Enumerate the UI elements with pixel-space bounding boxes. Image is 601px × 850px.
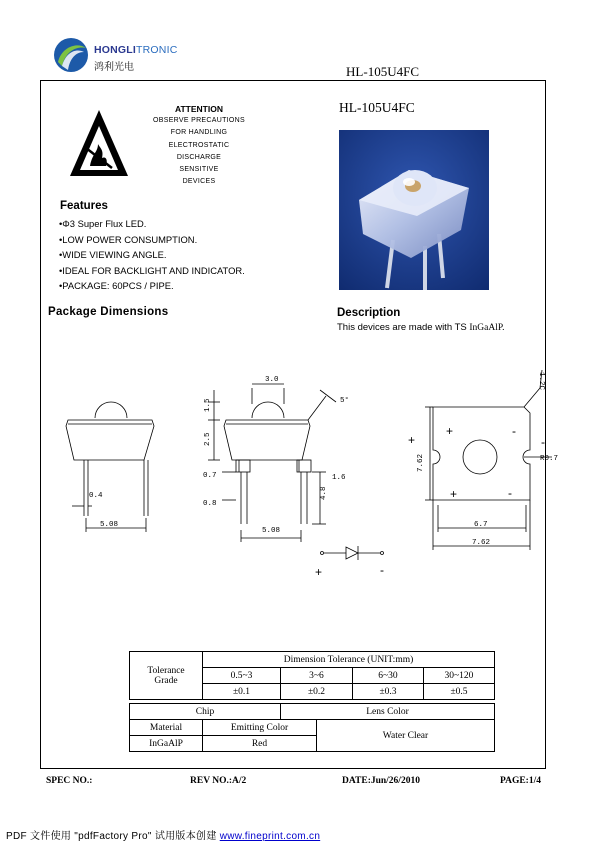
description-text: This devices are made with TS InGaAlP. [337,322,505,333]
feature-item: •WIDE VIEWING ANGLE. [59,249,167,261]
side-view-left [66,402,154,532]
page-number: PAGE:1/4 [500,776,541,786]
dim-lead-08: 0.8 [203,500,217,508]
chip-color: Red [203,736,317,752]
tolerance-cell: ±0.3 [353,684,424,700]
dim-top-width: 3.0 [265,376,279,384]
pdf-watermark-note: PDF 文件使用 "pdfFactory Pro" 试用版本创建 www.fineprint.com.cn [6,831,321,842]
dim-lead-48: 4.8 [320,486,328,500]
spec-number: SPEC NO.: [46,776,93,786]
range-cell: 3~6 [281,668,353,684]
material-header: Material [130,720,203,736]
dim-pitch-left: 5.08 [100,521,119,529]
diode-symbol [321,546,384,560]
features-list [59,216,245,294]
range-cell: 30~120 [424,668,495,684]
dim-side-height: 7.62 [417,453,425,472]
diode-plus: + [315,565,323,579]
tolerance-cell: ±0.5 [424,684,495,700]
feature-item: •IDEAL FOR BACKLIGHT AND INDICATOR. [59,264,245,276]
chip-material: InGaAlP [130,736,203,752]
attention-line: FOR HANDLING [170,129,228,137]
dim-body-height: 2.5 [204,432,212,446]
dim-angle: 5° [340,397,350,405]
attention-line: ELECTROSTATIC [168,141,230,149]
photo-part-number: HL-105U4FC [339,100,415,115]
dim-lead-16: 1.6 [332,474,346,482]
diode-minus: - [380,563,384,577]
attention-title: ATTENTION [174,104,223,114]
brand-name-chinese: 鸿利光电 [94,62,134,73]
feature-item: •Φ3 Super Flux LED. [59,218,147,229]
dim-lead-width: 0.4 [89,492,103,500]
range-cell: 0.5~3 [203,668,281,684]
features-title: Features [60,200,108,212]
table-header: Dimension Tolerance (UNIT:mm) [203,652,495,668]
attention-line: DISCHARGE [176,153,222,161]
tolerance-label: Tolerance Grade [130,652,203,700]
attention-line: OBSERVE PRECAUTIONS [153,117,245,125]
package-dimensions-title: Package Dimensions [48,306,169,318]
product-photo [339,130,489,290]
tolerance-cell: ±0.1 [203,684,281,700]
chip-header: Chip [130,704,281,720]
tolerance-table [129,651,495,752]
dim-radius: R0.7 [540,455,559,463]
attention-line: DEVICES [182,178,216,186]
header-part-number: HL-105U4FC [346,64,419,79]
dim-pitch-middle: 5.08 [262,527,281,535]
lens-color-value: Water Clear [317,720,495,752]
polarity-plus: + [450,487,458,501]
dim-chamfer: 1.2C [537,372,545,391]
brand-name: HONGLITRONIC [94,44,178,56]
fineprint-link[interactable]: www.fineprint.com.cn [219,831,321,842]
attention-block [148,103,250,188]
top-view [425,370,552,550]
polarity-minus: - [512,424,516,438]
range-cell: 6~30 [353,668,424,684]
dim-outer-width: 7.62 [472,539,491,547]
polarity-plus: + [446,424,454,438]
description-title: Description [337,307,401,319]
dim-inner-width: 6.7 [474,521,488,529]
emitting-color-header: Emitting Color [203,720,317,736]
attention-line: SENSITIVE [179,166,219,174]
feature-item: •PACKAGE: 60PCS / PIPE. [59,280,174,292]
polarity-plus: + [408,433,416,447]
revision-number: REV NO.:A/2 [190,776,247,786]
esd-warning-icon [68,108,130,178]
feature-item: •LOW POWER CONSUMPTION. [59,233,198,245]
lens-header: Lens Color [281,704,495,720]
document-date: DATE:Jun/26/2010 [342,776,420,786]
package-drawings [40,360,559,590]
dim-dome-height: 1.5 [204,398,212,412]
dim-lead-07: 0.7 [203,472,217,480]
polarity-minus: - [541,435,545,449]
tolerance-cell: ±0.2 [281,684,353,700]
company-logo [52,36,90,74]
polarity-minus: - [508,486,512,500]
side-view-middle [208,384,336,542]
